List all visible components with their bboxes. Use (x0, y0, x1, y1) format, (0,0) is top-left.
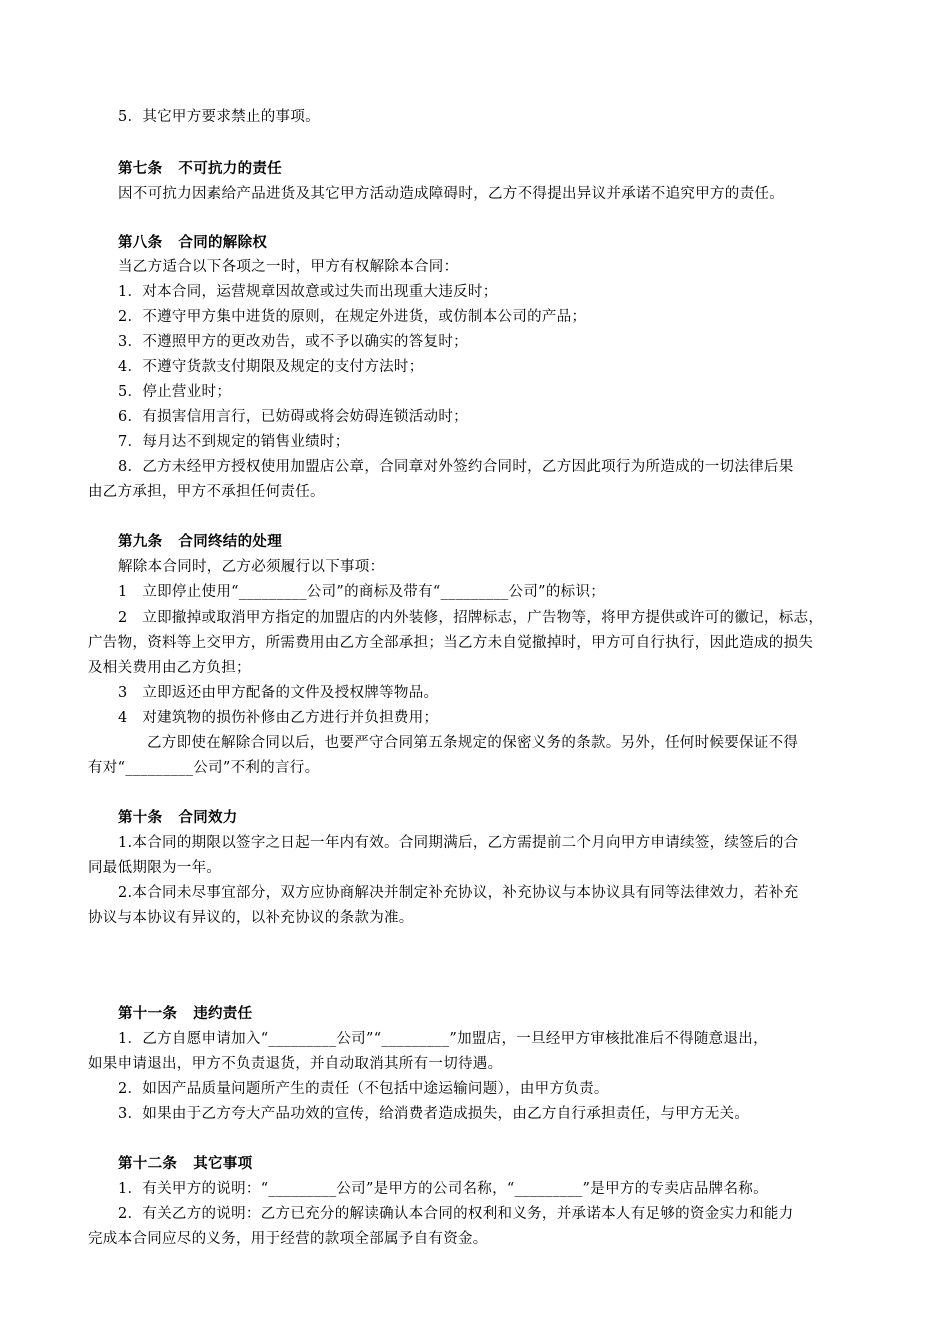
article-10-item-1-line2: 同最低期限为一年。 (88, 860, 222, 876)
article-11-item-3: 3．如果由于乙方夸大产品功效的宣传，给消费者造成损失，由乙方自行承担责任，与甲方无关。 (118, 1106, 750, 1122)
article-title: 其它事项 (193, 1156, 253, 1172)
article-12-item-1: 1．有关甲方的说明：“_________公司”是甲方的公司名称，“_________”是甲方的专卖店品牌名称。 (118, 1181, 768, 1197)
article-title: 违约责任 (193, 1006, 253, 1022)
prohibited-item-5: 5．其它甲方要求禁止的事项。 (118, 109, 320, 125)
article-11-item-1-line2: 如果申请退出，甲方不负责退货，并自动取消其所有一切待遇。 (88, 1056, 503, 1072)
article-8-item: 3．不遵照甲方的更改劝告，或不予以确实的答复时； (118, 334, 468, 350)
article-8-heading (118, 231, 267, 255)
article-9-item-3: 3 立即返还由甲方配备的文件及授权牌等物品。 (118, 685, 439, 701)
article-10-item-2-line2: 协议与本协议有异议的，以补充协议的条款为准。 (88, 910, 414, 926)
article-12-heading (118, 1152, 252, 1176)
article-12-item-2-line1: 2．有关乙方的说明：乙方已充分的解读确认本合同的权利和义务，并承诺本人有足够的资金实力和能力 (118, 1206, 794, 1222)
article-number: 第九条 (118, 534, 163, 550)
article-number: 第十条 (118, 810, 163, 826)
article-7-text: 因不可抗力因素给产品进货及其它甲方活动造成障碍时，乙方不得提出异议并承诺不追究甲方的责任。 (118, 186, 784, 202)
article-9-note-line2: 有对“_________公司”不利的言行。 (88, 760, 320, 776)
article-9-item-2-line2: 广告物，资料等上交甲方，所需费用由乙方全部承担；当乙方未自觉撤掉时，甲方可自行执行，因此造成的损失 (88, 635, 814, 651)
article-8-intro: 当乙方适合以下各项之一时，甲方有权解除本合同： (118, 259, 459, 275)
article-9-item-4: 4 对建筑物的损伤补修由乙方进行并负担费用； (118, 710, 439, 726)
article-8-item: 2．不遵守甲方集中进货的原则，在规定外进货，或仿制本公司的产品； (118, 309, 587, 325)
article-title: 合同终结的处理 (178, 534, 283, 550)
article-12-item-2-line2: 完成本合同应尽的义务，用于经营的款项全部属予自有资金。 (88, 1231, 488, 1247)
article-9-intro: 解除本合同时，乙方必须履行以下事项： (118, 559, 385, 575)
article-11-item-1-line1: 1．乙方自愿申请加入“_________公司”“_________”加盟店，一旦经甲方审核批准后不得随意退出， (118, 1031, 768, 1047)
article-8-item-8-line2: 由乙方承担，甲方不承担任何责任。 (88, 484, 325, 500)
article-8-item-8-line1: 8．乙方未经甲方授权使用加盟店公章，合同章对外签约合同时，乙方因此项行为所造成的一切法律后果 (118, 459, 794, 475)
article-8-item: 4．不遵守货款支付期限及规定的支付方法时； (118, 359, 424, 375)
article-title: 合同的解除权 (178, 235, 268, 251)
article-8-item: 1．对本合同，运营规章因故意或过失而出现重大违反时； (118, 284, 498, 300)
article-number: 第八条 (118, 235, 163, 251)
article-9-item-1: 1 立即停止使用“_________公司”的商标及带有“_________公司”的标识； (118, 584, 606, 600)
article-9-item-2-line1: 2 立即撤掉或取消甲方指定的加盟店的内外装修，招牌标志，广告物等，将甲方提供或许可的徽记，标志， (118, 610, 824, 626)
article-9-item-2-line3: 及相关费用由乙方负担； (88, 660, 251, 676)
article-11-item-2: 2．如因产品质量问题所产生的责任（不包括中途运输问题），由甲方负责。 (118, 1081, 609, 1097)
article-number: 第七条 (118, 161, 163, 177)
article-8-item: 7．每月达不到规定的销售业绩时； (118, 434, 350, 450)
article-title: 不可抗力的责任 (178, 161, 283, 177)
article-8-item: 6．有损害信用言行，已妨碍或将会妨碍连锁活动时； (118, 409, 468, 425)
article-number: 第十二条 (118, 1156, 178, 1172)
article-title: 合同效力 (178, 810, 238, 826)
article-11-heading (118, 1002, 252, 1026)
article-9-note-line1: 乙方即使在解除合同以后，也要严守合同第五条规定的保密义务的条款。另外，任何时候要保证不得 (147, 735, 799, 751)
article-number: 第十一条 (118, 1006, 178, 1022)
article-10-item-2-line1: 2.本合同未尽事宜部分，双方应协商解决并制定补充协议，补充协议与本协议具有同等法律效力，若补充 (118, 885, 799, 901)
article-9-heading (118, 530, 282, 554)
article-7-heading (118, 157, 282, 181)
article-10-heading (118, 806, 238, 830)
article-10-item-1-line1: 1.本合同的期限以签字之日起一年内有效。合同期满后，乙方需提前二个月向甲方申请续签，续签后的合 (118, 835, 799, 851)
article-8-item: 5．停止营业时； (118, 384, 232, 400)
